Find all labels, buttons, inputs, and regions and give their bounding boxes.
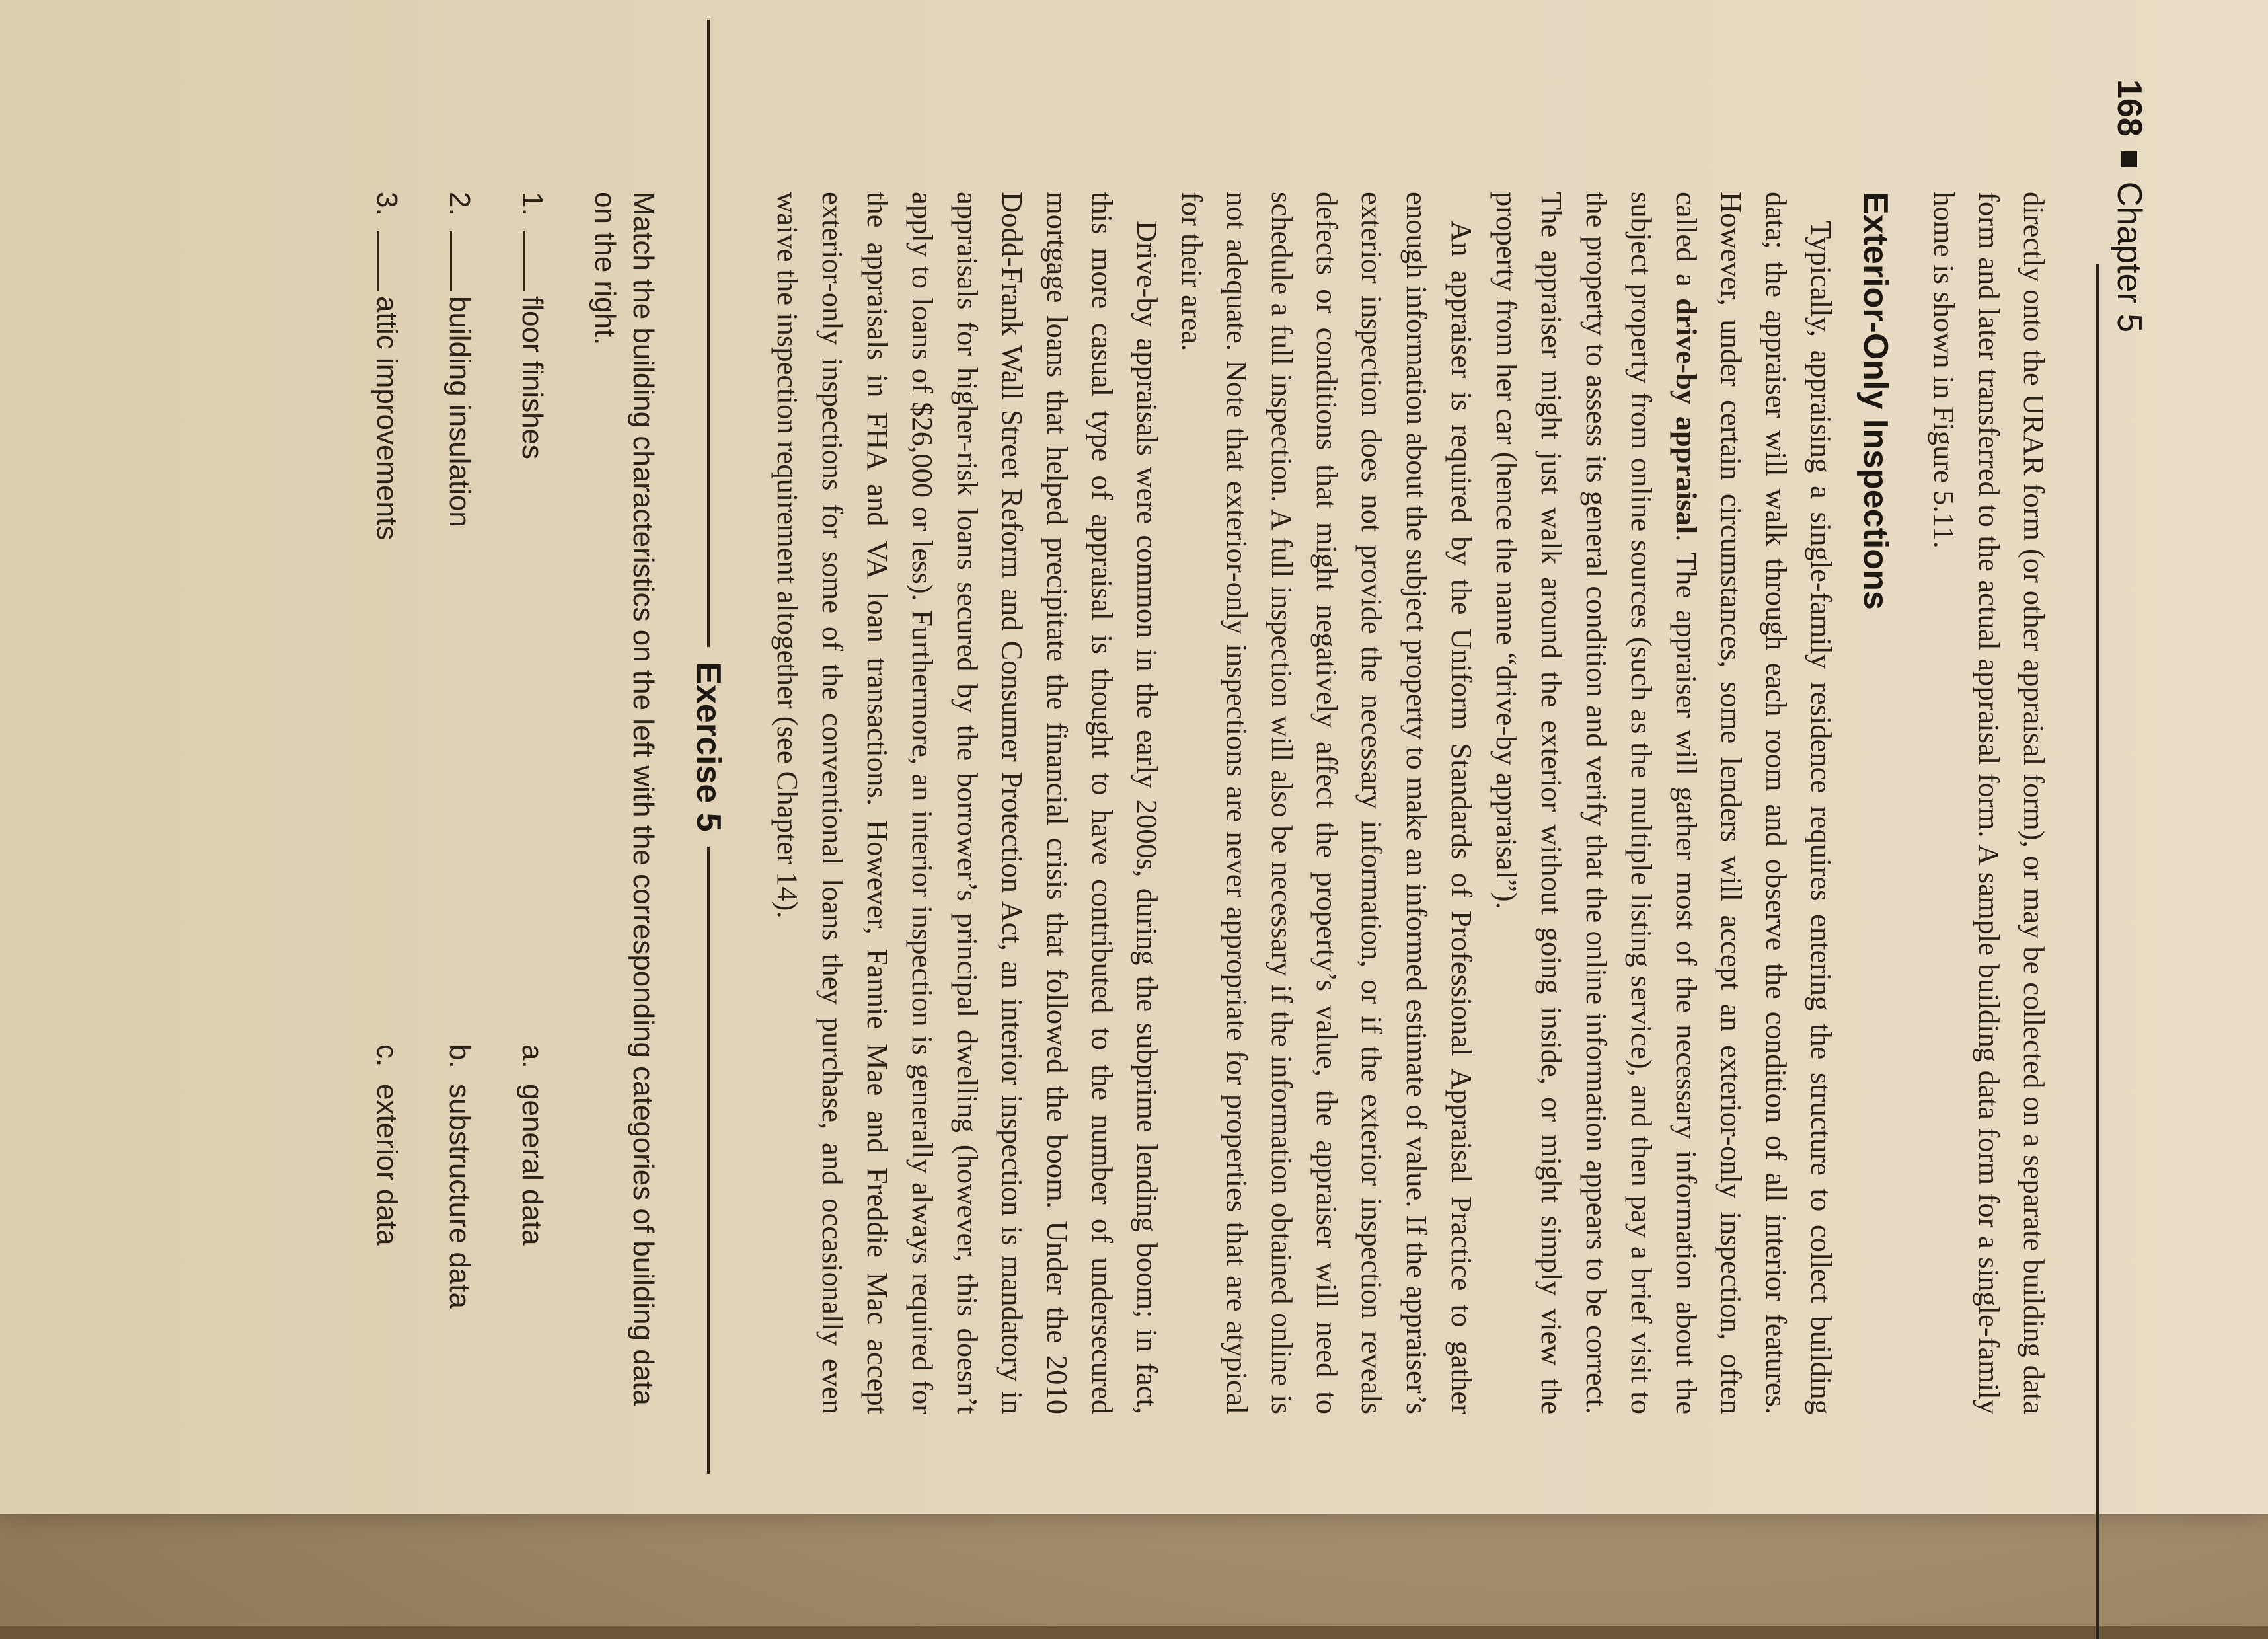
item-text: attic improvements: [371, 296, 403, 541]
category-letter: b.: [443, 1044, 476, 1069]
category-text: exterior data: [371, 1084, 403, 1246]
list-item: [403, 192, 476, 1044]
list-item: [330, 192, 403, 1044]
list-item: [476, 192, 548, 1044]
paragraph-1-end: . The appraiser will gather most of the necessary information about the subject property from online sources (such as the multiple listing service), and then pay a brief visit to the property to assess its general condition and verify that the online information appears to be correct. The appraiser might just walk around the exterior without going inside, or might simply view the property from her car (hence the name “drive-by appraisal”).: [1490, 192, 1703, 1414]
categories-column: [330, 1044, 548, 1414]
paragraph-2: An appraiser is required by the Uniform Standards of Professional Appraisal Practice to gather enough information about the subject property to make an informed estimate of value. If the appraiser’s exterior inspection does not provide the necessary information, or if the exterior inspection reveals defects or conditions that might negatively affect the property’s value, the appraiser will need to schedule a full inspection. A full inspection will also be necessary if the information obtained online is not adequate. Note that exterior-only inspections are never appropriate for properties that are atypical for their area.: [1176, 192, 1478, 1414]
item-number: 2.: [443, 192, 476, 216]
item-text: building insulation: [443, 296, 476, 527]
answer-blank[interactable]: [523, 231, 525, 291]
paragraph-1: [1484, 192, 1844, 1414]
category-letter: a.: [516, 1044, 548, 1069]
exercise-header: [689, 20, 728, 1474]
list-item: [403, 1044, 476, 1414]
exercise-title: Exercise 5: [689, 662, 728, 832]
list-item: [476, 1044, 548, 1414]
category-text: general data: [516, 1084, 548, 1246]
page-content: [330, 192, 2057, 1414]
paragraph-1-start: Typically, appraising a single-family residence requires entering the structure to collect building data; the appraiser will walk through each room and observe the condition of all interior features. However, under certain circumstances, some lenders will accept an exterior-only inspection, often called a: [1670, 192, 1838, 1414]
exercise-instructions: Match the building characteristics on the left with the corresponding categories of building data on the right.: [589, 192, 660, 1406]
item-text: floor finishes: [516, 296, 548, 460]
chapter-label: Chapter 5: [2110, 181, 2148, 333]
exercise-rule-left: [707, 20, 710, 647]
running-header: [2103, 79, 2156, 1454]
key-term: drive-by appraisal: [1670, 298, 1703, 535]
answer-blank[interactable]: [377, 231, 379, 291]
category-letter: c.: [371, 1044, 403, 1067]
item-number: 3.: [371, 192, 403, 216]
answer-blank[interactable]: [450, 231, 452, 291]
section-heading: Exterior-Only Inspections: [1856, 192, 1895, 610]
list-item: [330, 1044, 403, 1414]
category-text: substructure data: [443, 1084, 476, 1309]
paragraph-3: Drive-by appraisals were common in the early 2000s, during the subprime lending boom; in fact, this more casual type of appraisal is thought to have contributed to the number of undersecured mortgage loans that helped precipitate the financial crisis that followed the boom. Under the 2010 Dodd-Frank Wall Street Reform and Consumer Protection Act, an interior inspection is mandatory in appraisals for higher-risk loans secured by the borrower’s principal dwelling (however, this doesn’t apply to loans of $26,000 or less). Furthermore, an interior inspection is generally always required for the appraisals in FHA and VA loan transactions. However, Fannie Mae and Freddie Mac accept exterior-only inspections for some of the conventional loans they purchase, and occasionally even waive the inspection requirement altogether (see Chapter 14).: [771, 192, 1164, 1414]
square-bullet-icon: [2121, 151, 2137, 167]
header-rule: [2096, 264, 2099, 1639]
intro-paragraph: directly onto the URAR form (or other appraisal form), or may be collected on a separate building data form and later transferred to the actual appraisal form. A sample building data form for a single-family home is shown in Figure 5.11.: [1928, 192, 2051, 1414]
matching-exercise: [330, 192, 548, 1414]
exercise-rule-right: [707, 847, 710, 1474]
item-number: 1.: [516, 192, 548, 216]
page-number: 168: [2110, 79, 2148, 137]
characteristics-column: [330, 192, 548, 1044]
